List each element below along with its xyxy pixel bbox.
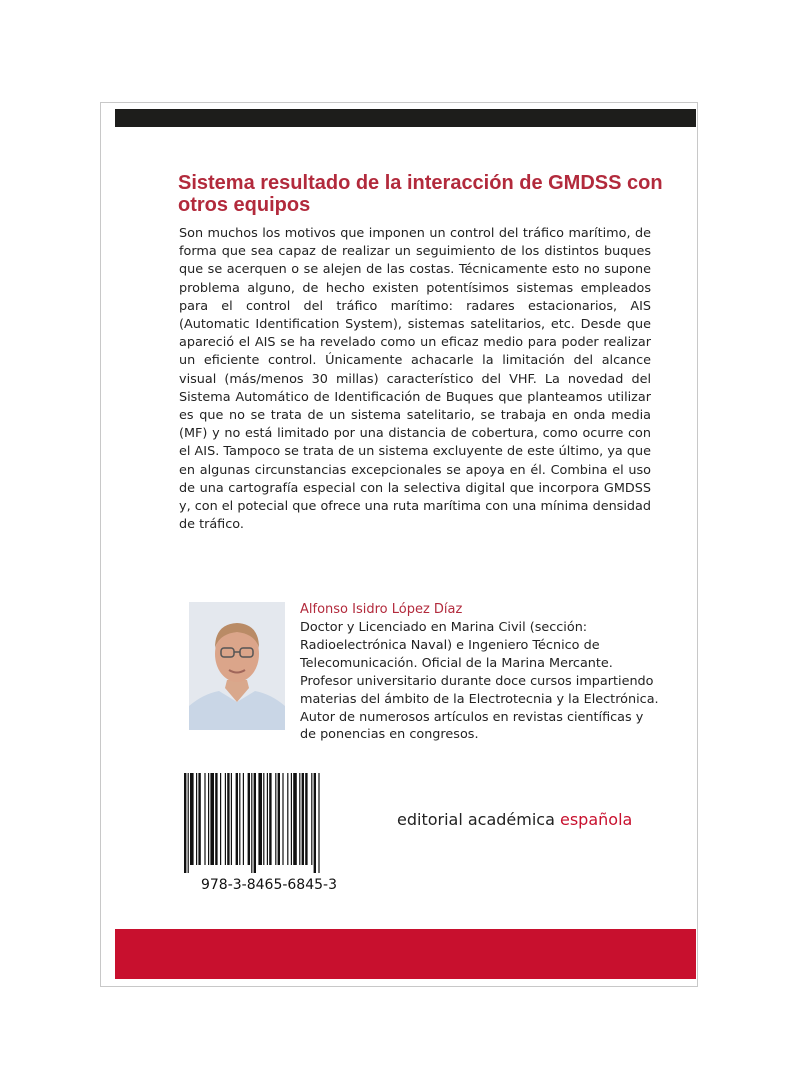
publisher-name: editorial académica bbox=[397, 810, 555, 829]
author-portrait-image bbox=[189, 602, 285, 730]
top-band bbox=[115, 109, 696, 127]
publisher-logo bbox=[397, 810, 632, 829]
bottom-band bbox=[115, 929, 696, 979]
book-back-cover bbox=[100, 102, 698, 987]
author-name: Alfonso Isidro López Díaz bbox=[300, 602, 463, 617]
author-bio: Doctor y Licenciado en Marina Civil (sección: Radioelectrónica Naval) e Ingeniero Técnico de Telecomunicación. Oficial de la Marina Mercante. Profesor universitario durante doce cursos impartiendo materias del ámbito de la Electrotecnia y la Electrónica. Autor de numerosos artículos en revistas científicas y de ponencias en congresos. bbox=[300, 620, 659, 743]
isbn-barcode bbox=[182, 773, 362, 897]
book-description: Son muchos los motivos que imponen un control del tráfico marítimo, de forma que sea capaz de realizar un seguimiento de los distintos buques que se acerquen o se alejen de las costas. Técnicamente esto no supone problema alguno, de hecho existen potentísimos sistemas empleados para el control del tráfico marítimo: radares estacionarios, AIS (Automatic Identification System), sistemas satelitarios, etc. Desde que apareció el AIS se ha revelado como un eficaz medio para poder realizar un eficiente control. Únicamente achacarle la limitación del alcance visual (más/menos 30 millas) característico del VHF. La novedad del Sistema Automático de Identificación de Buques que planteamos utilizar es que no se trata de un sistema satelitario, se trabaja en onda media (MF) y no está limitado por una distancia de cobertura, como ocurre con el AIS. Tampoco se trata de un sistema excluyente de este último, ya que en algunas circunstancias excepcionales se apoya en él. Combina el uso de una cartografía especial con la selectiva digital que incorpora GMDSS y, con el potecial que ofrece una ruta marítima con una mínima densidad de tráfico. bbox=[179, 226, 651, 533]
barcode-bars bbox=[182, 773, 358, 875]
book-title: Sistema resultado de la interacción de GMDSS con otros equipos bbox=[178, 172, 663, 216]
author-photo bbox=[189, 602, 285, 730]
publisher-name-accent: española bbox=[560, 810, 633, 829]
isbn-number: 978-3-8465-6845-3 bbox=[200, 877, 337, 893]
